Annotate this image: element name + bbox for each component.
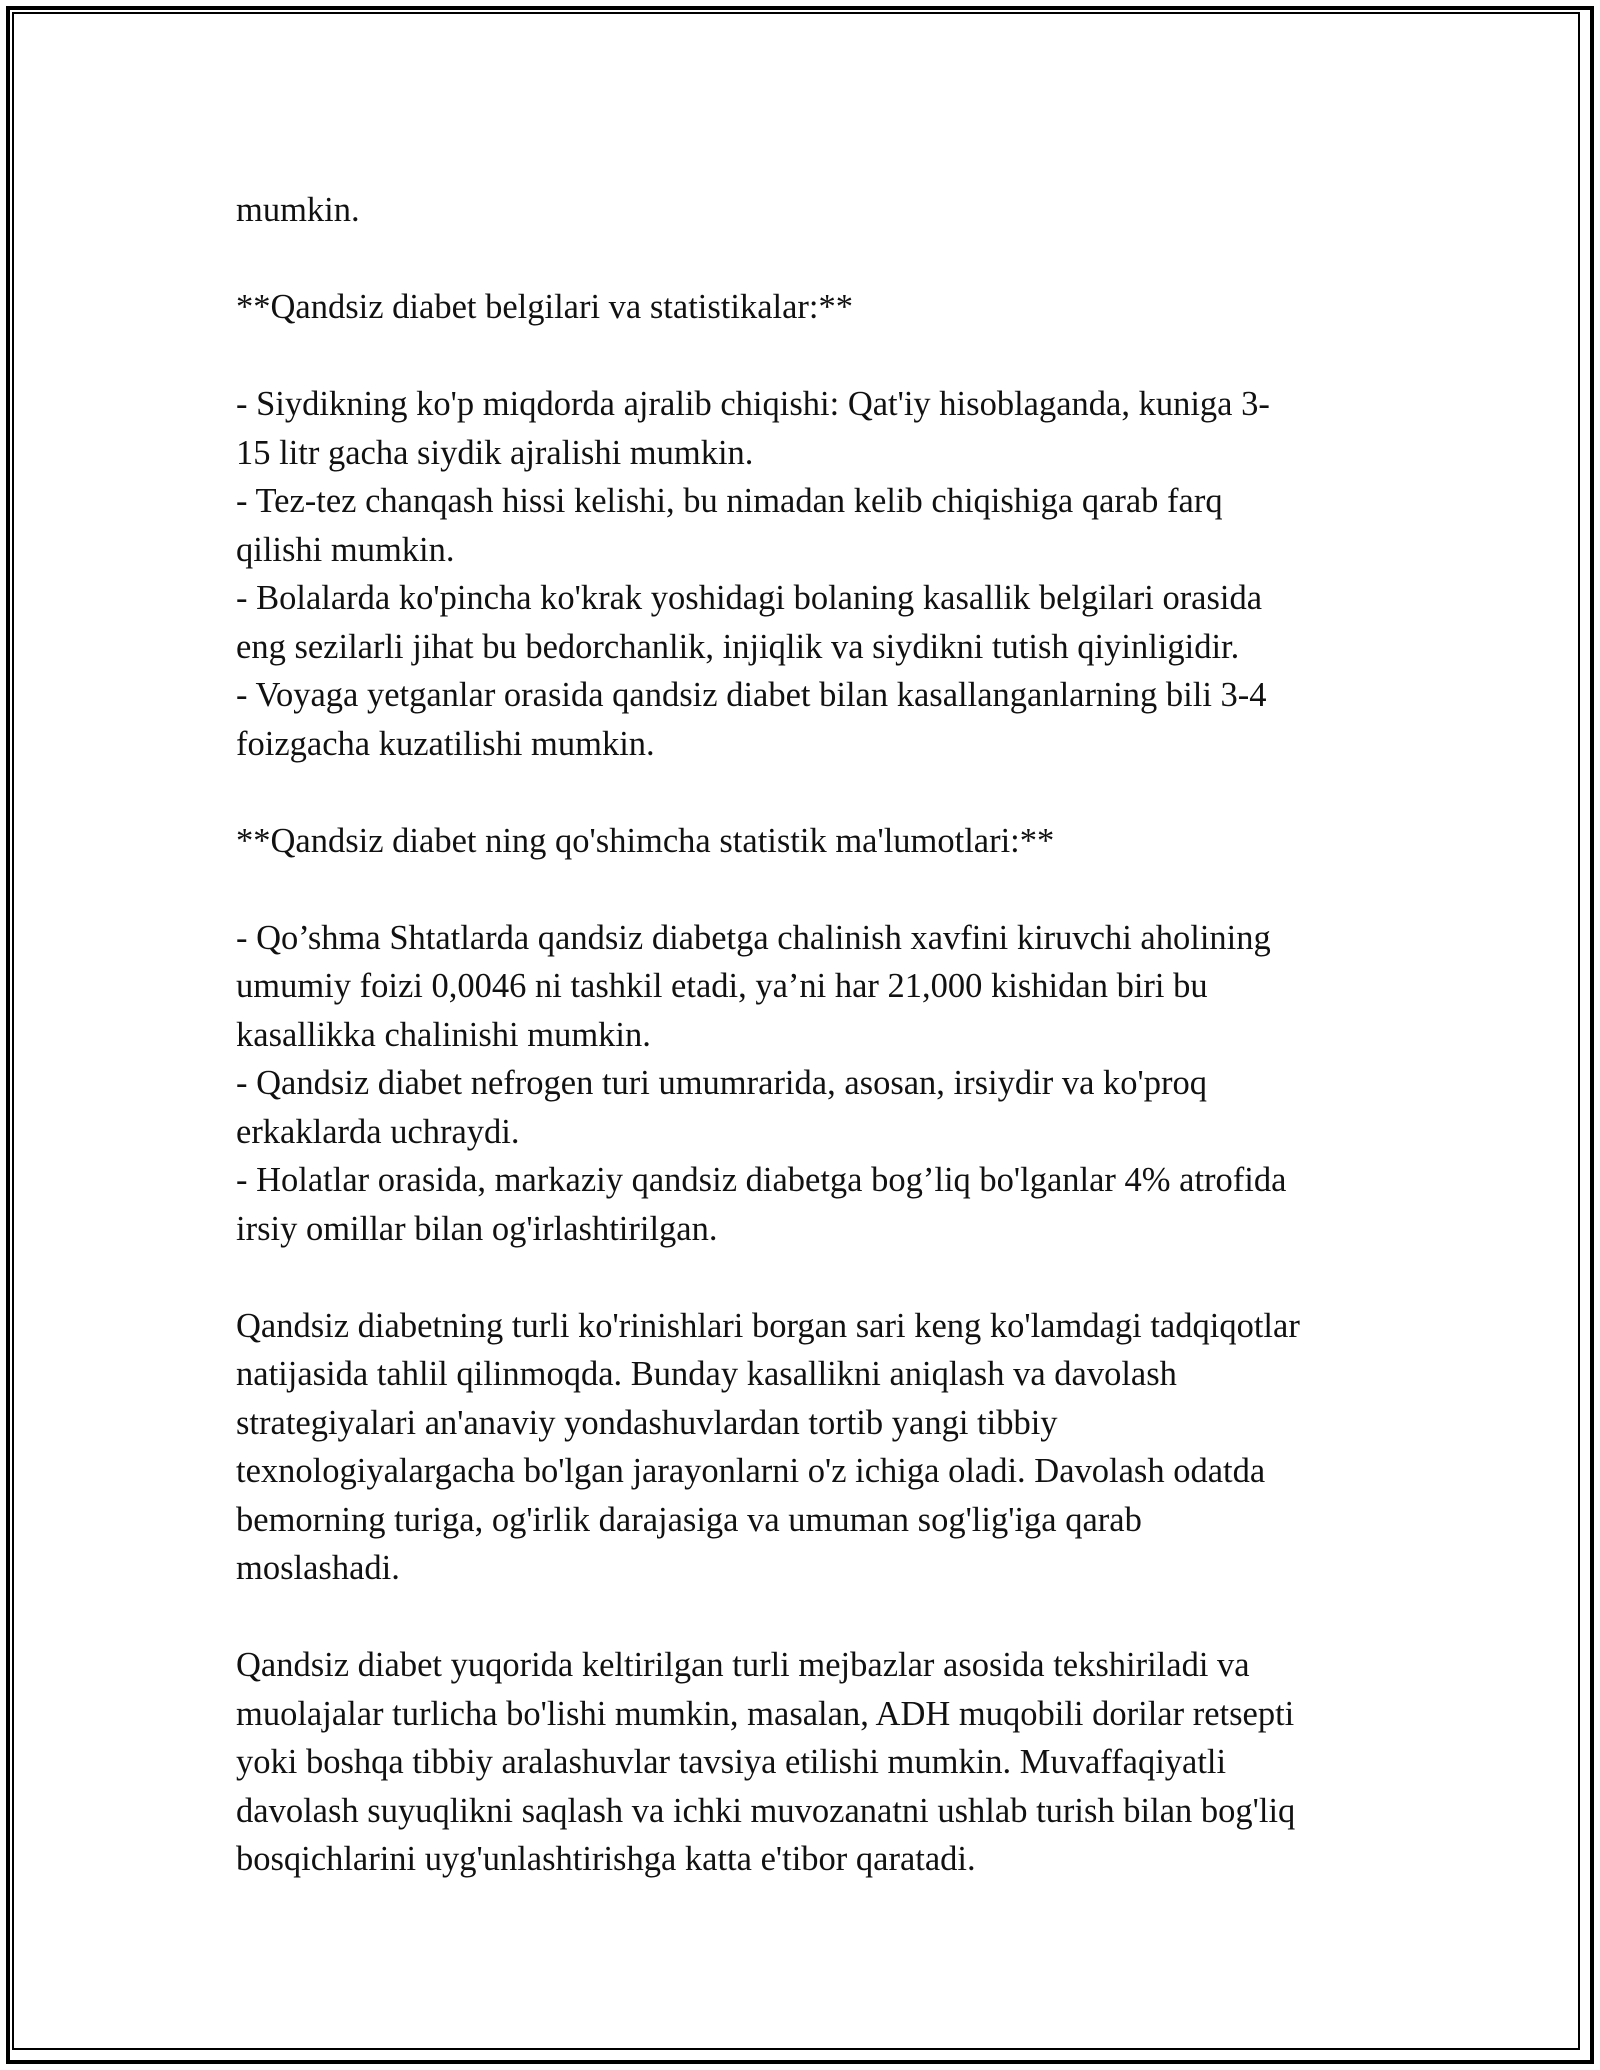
- text-line: muolajalar turlicha bo'lishi mumkin, masalan, ADH muqobili dorilar retsepti: [236, 1694, 1295, 1733]
- text-line: yoki boshqa tibbiy aralashuvlar tavsiya etilishi mumkin. Muvaffaqiyatli: [236, 1743, 1227, 1781]
- blank-line: [236, 768, 1381, 817]
- text-line: eng sezilarli jihat bu bedorchanlik, injiqlik va siydikni tutish qiyinligidir.: [236, 627, 1240, 666]
- text-line: kasallikka chalinishi mumkin.: [236, 1015, 651, 1054]
- text-line: umumiy foizi 0,0046 ni tashkil etadi, ya’ni har 21,000 kishidan biri bu: [236, 967, 1208, 1005]
- text-line: bemorning turiga, og'irlik darajasiga va umuman sog'lig'iga qarab: [236, 1500, 1142, 1539]
- text-line: irsiy omillar bilan og'irlashtirilgan.: [236, 1209, 718, 1248]
- blank-line: [236, 1253, 1381, 1302]
- text-line: texnologiyalargacha bo'lgan jarayonlarni o'z ichiga oladi. Davolash odatda: [236, 1452, 1266, 1490]
- text-line: bosqichlarini uyg'unlashtirishga katta e'tibor qaratadi.: [236, 1840, 976, 1878]
- text-line: mumkin.: [236, 191, 360, 229]
- text-line: davolash suyuqlikni saqlash va ichki muvozanatni ushlab turish bilan bog'liq: [236, 1791, 1296, 1830]
- text-line: - Siydikning ko'p miqdorda ajralib chiqishi: Qat'iy hisoblaganda, kuniga 3-: [236, 385, 1270, 423]
- blank-line: [236, 235, 1381, 284]
- text-line: - Qandsiz diabet nefrogen turi umumrarida, asosan, irsiydir va ko'proq: [236, 1064, 1207, 1102]
- blank-line: [236, 865, 1381, 914]
- text-line: 15 litr gacha siydik ajralishi mumkin.: [236, 433, 754, 472]
- text-line: strategiyalari an'anaviy yondashuvlardan tortib yangi tibbiy: [236, 1403, 1058, 1442]
- text-line: - Tez-tez chanqash hissi kelishi, bu nimadan kelib chiqishiga qarab farq: [236, 482, 1223, 520]
- text-line: moslashadi.: [236, 1549, 400, 1587]
- text-line: Qandsiz diabet yuqorida keltirilgan turli mejbazlar asosida tekshiriladi va: [236, 1646, 1250, 1684]
- section-heading: **Qandsiz diabet ning qo'shimcha statistik ma'lumotlari:**: [236, 821, 1055, 860]
- text-line: - Voyaga yetganlar orasida qandsiz diabet bilan kasallanganlarning bili 3-4: [236, 676, 1267, 714]
- section-heading: **Qandsiz diabet belgilari va statistikalar:**: [236, 288, 853, 326]
- document-body: [236, 186, 1381, 1884]
- text-line: foizgacha kuzatilishi mumkin.: [236, 724, 655, 763]
- text-line: erkaklarda uchraydi.: [236, 1112, 520, 1151]
- text-line: Qandsiz diabetning turli ko'rinishlari borgan sari keng ko'lamdagi tadqiqotlar: [236, 1306, 1300, 1345]
- blank-line: [236, 1593, 1381, 1642]
- text-line: - Bolalarda ko'pincha ko'krak yoshidagi bolaning kasallik belgilari orasida: [236, 579, 1263, 617]
- text-line: natijasida tahlil qilinmoqda. Bunday kasallikni aniqlash va davolash: [236, 1355, 1177, 1393]
- blank-line: [236, 332, 1381, 381]
- text-line: - Qo’shma Shtatlarda qandsiz diabetga chalinish xavfini kiruvchi aholining: [236, 918, 1271, 957]
- text-line: - Holatlar orasida, markaziy qandsiz diabetga bog’liq bo'lganlar 4% atrofida: [236, 1161, 1287, 1199]
- text-line: qilishi mumkin.: [236, 530, 455, 569]
